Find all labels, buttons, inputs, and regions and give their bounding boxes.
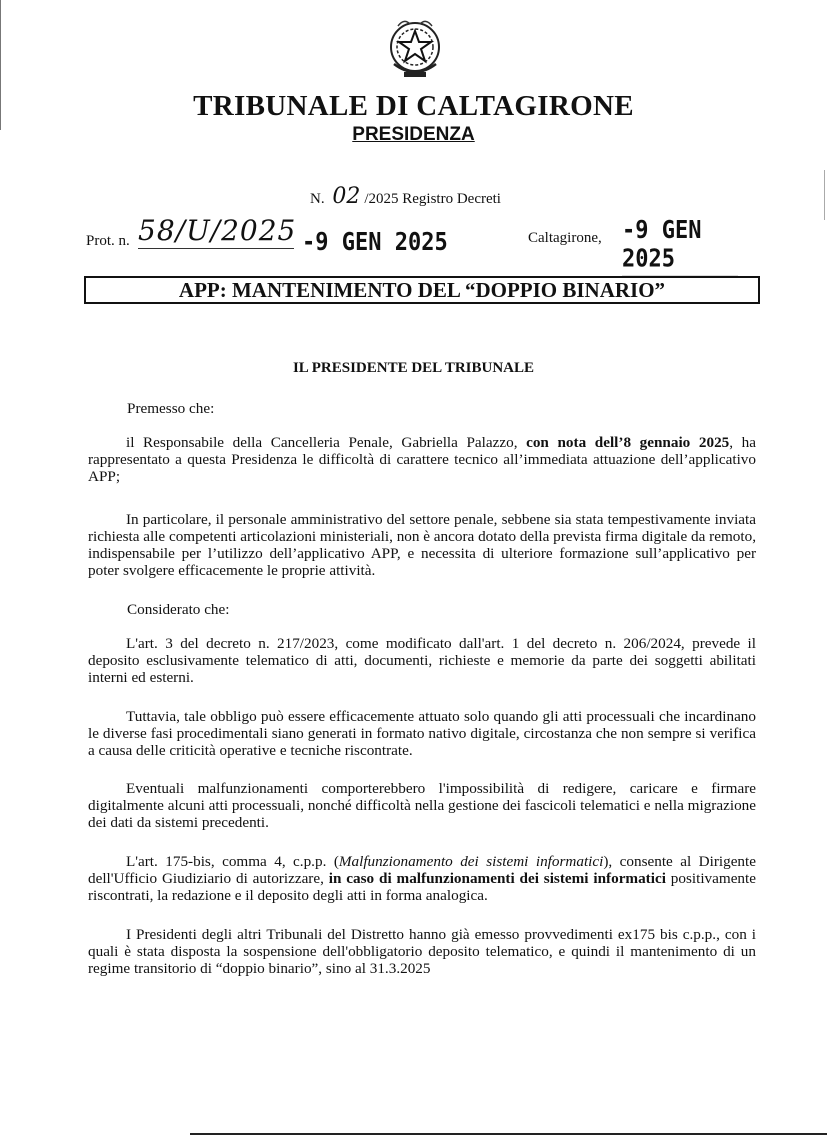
paragraph-6-italic: Malfunzionamento dei sistemi informatici bbox=[338, 853, 604, 870]
paragraph-4: Tuttavia, tale obbligo può essere efficacemente attuato solo quando gli atti processuali che incardinano le diverse fasi procedimentali siano generati in formato nativo digitale, circostanza che non sempre si verifica a causa delle criticità operative e tecniche riscontrate. bbox=[88, 708, 756, 759]
considerato-heading: Considerato che: bbox=[127, 601, 230, 618]
issuer-heading: IL PRESIDENTE DEL TRIBUNALE bbox=[292, 360, 535, 376]
paragraph-2: In particolare, il personale amministrativo del settore penale, sebbene sia stata tempestivamente inviata richiesta alle competenti articolazioni ministeriali, non è ancora dotato della prevista firma digitale da remoto, indispensabile per l’utilizzo dell’applicativo APP, e necessita di ulteriore formazione sull’applicativo per poter svolgere efficacemente le proprie attività. bbox=[88, 511, 756, 579]
place-date-stamp: -9 GEN 2025 bbox=[622, 216, 738, 277]
paragraph-3: L'art. 3 del decreto n. 217/2023, come modificato dall'art. 1 del decreto n. 206/2024, prevede il deposito esclusivamente telematico di atti, documenti, richieste e memorie da parte dei soggetti abilitati interni ed esterni. bbox=[88, 635, 756, 686]
paragraph-1 bbox=[88, 434, 756, 485]
registry-number-handwritten: 02 bbox=[332, 184, 361, 209]
subject-box: APP: MANTENIMENTO DEL “DOPPIO BINARIO” bbox=[84, 276, 760, 304]
protocol-number-handwritten: 58/U/2025 bbox=[138, 214, 297, 247]
paragraph-5: Eventuali malfunzionamenti comporterebbero l'impossibilità di redigere, caricare e firmare digitalmente alcuni atti processuali, nonché difficoltà nella gestione dei fascicoli telematici e nella migrazione dei dati da sistemi precedenti. bbox=[88, 780, 756, 831]
italian-republic-emblem-icon bbox=[384, 14, 446, 84]
registry-prefix: N. bbox=[310, 191, 325, 207]
paragraph-1-text-a: il Responsabile della Cancelleria Penale, Gabriella Palazzo, bbox=[126, 434, 527, 451]
registry-suffix: /2025 Registro Decreti bbox=[364, 191, 501, 207]
paragraph-1-text-b: , ha rappresentato a questa Presidenza le difficoltà di carattere tecnico all’immediata attuazione dell’applicativo APP; bbox=[88, 434, 756, 485]
premesso-heading: Premesso che: bbox=[127, 400, 215, 417]
paragraph-7: I Presidenti degli altri Tribunali del Distretto hanno già emesso provvedimenti ex175 bis c.p.p., con i quali è stata disposta la sospensione dell'obbligatorio deposito telematico, e quindi il mantenimento di un regime transitorio di “doppio binario”, sino al 31.3.2025 bbox=[88, 926, 756, 977]
office-name: PRESIDENZA bbox=[352, 124, 475, 145]
paragraph-6-text-b: ), consente al Dirigente dell'Ufficio Giudiziario di autorizzare, bbox=[88, 853, 756, 887]
court-name: TRIBUNALE DI CALTAGIRONE bbox=[193, 90, 634, 122]
scan-bottom-line bbox=[190, 1133, 827, 1135]
paragraph-1-bold: con nota dell’8 gennaio 2025 bbox=[526, 434, 730, 451]
paragraph-6-bold: in caso di malfunzionamenti dei sistemi informatici bbox=[328, 870, 666, 887]
protocol-date-stamp: -9 GEN 2025 bbox=[302, 228, 448, 257]
scan-edge-right bbox=[824, 170, 825, 220]
paragraph-6-text-c: positivamente riscontrati, la redazione e il deposito degli atti in forma analogica. bbox=[88, 870, 756, 904]
protocol-label: Prot. n. bbox=[86, 233, 130, 249]
place-label: Caltagirone, bbox=[528, 230, 602, 246]
paragraph-6 bbox=[88, 853, 756, 904]
registry-line bbox=[310, 184, 501, 209]
paragraph-6-text-a: L'art. 175-bis, comma 4, c.p.p. ( bbox=[126, 853, 339, 870]
